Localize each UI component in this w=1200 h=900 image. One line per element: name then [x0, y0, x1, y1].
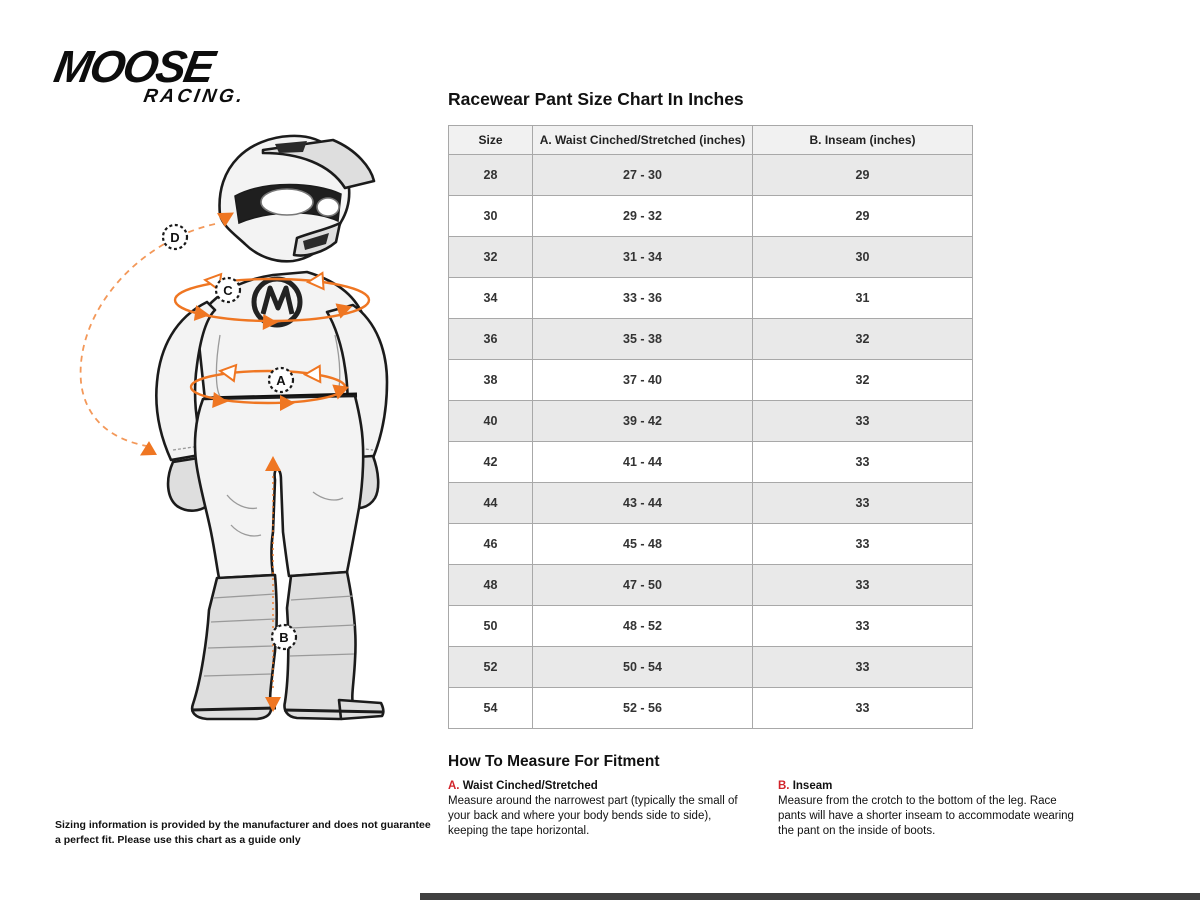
table-cell: 50 [449, 606, 533, 647]
table-cell: 50 - 54 [533, 647, 753, 688]
table-cell: 54 [449, 688, 533, 729]
size-table-container [448, 125, 972, 729]
logo-moose-text: MOOSE [50, 41, 218, 92]
table-row [449, 565, 973, 606]
measure-item-waist [448, 780, 746, 840]
table-header-row [449, 126, 973, 155]
table-cell: 33 [753, 647, 973, 688]
table-cell: 47 - 50 [533, 565, 753, 606]
table-row [449, 278, 973, 319]
table-cell: 43 - 44 [533, 483, 753, 524]
marker-a [269, 368, 293, 392]
table-row [449, 196, 973, 237]
table-cell: 48 [449, 565, 533, 606]
table-cell: 40 [449, 401, 533, 442]
table-cell: 33 - 36 [533, 278, 753, 319]
table-cell: 39 - 42 [533, 401, 753, 442]
sizing-disclaimer: Sizing information is provided by the manufacturer and does not guarantee a perfect fit. Please use this chart as a guide only [55, 819, 431, 846]
table-cell: 27 - 30 [533, 155, 753, 196]
table-row [449, 319, 973, 360]
table-cell: 52 - 56 [533, 688, 753, 729]
moose-racing-logo [50, 41, 247, 108]
table-row [449, 524, 973, 565]
table-cell: 45 - 48 [533, 524, 753, 565]
table-cell: 28 [449, 155, 533, 196]
svg-text:C: C [223, 283, 233, 298]
column-header-waist: A. Waist Cinched/Stretched (inches) [533, 126, 753, 155]
footer-bar [420, 893, 1200, 900]
column-header-size: Size [449, 126, 533, 155]
table-cell: 33 [753, 524, 973, 565]
table-row [449, 401, 973, 442]
table-cell: 48 - 52 [533, 606, 753, 647]
pants-illustration [195, 396, 363, 578]
table-cell: 42 [449, 442, 533, 483]
table-cell: 52 [449, 647, 533, 688]
table-row [449, 237, 973, 278]
marker-d [163, 225, 187, 249]
table-cell: 41 - 44 [533, 442, 753, 483]
table-cell: 36 [449, 319, 533, 360]
table-row [449, 155, 973, 196]
marker-b [272, 625, 296, 649]
table-cell: 44 [449, 483, 533, 524]
measure-label-inseam: Inseam [792, 780, 833, 792]
measure-letter-a: A. [448, 780, 460, 792]
measure-letter-b: B. [778, 780, 790, 792]
page-title: Racewear Pant Size Chart In Inches [448, 89, 744, 109]
table-row [449, 606, 973, 647]
table-cell: 29 [753, 196, 973, 237]
table-cell: 31 [753, 278, 973, 319]
table-cell: 33 [753, 606, 973, 647]
column-header-inseam: B. Inseam (inches) [753, 126, 973, 155]
table-cell: 29 [753, 155, 973, 196]
measure-item-waist-heading [448, 780, 746, 792]
table-cell: 33 [753, 442, 973, 483]
table-row [449, 688, 973, 729]
svg-text:D: D [170, 230, 180, 245]
logo-racing-text: RACING. [142, 86, 247, 107]
measure-text-waist: Measure around the narrowest part (typically the small of your back and where your body bends side to side), keeping the tape horizontal. [448, 795, 738, 838]
table-cell: 33 [753, 401, 973, 442]
table-cell: 32 [449, 237, 533, 278]
table-row [449, 442, 973, 483]
table-cell: 31 - 34 [533, 237, 753, 278]
table-cell: 35 - 38 [533, 319, 753, 360]
svg-text:B: B [279, 630, 289, 645]
marker-c [216, 278, 240, 302]
measure-item-inseam-heading [778, 780, 1086, 792]
helmet-illustration [220, 136, 374, 261]
measure-text-inseam: Measure from the crotch to the bottom of the leg. Race pants will have a shorter inseam to accommodate wearing the pant on the inside of boots. [778, 795, 1074, 838]
table-row [449, 360, 973, 401]
table-cell: 38 [449, 360, 533, 401]
measure-item-inseam [778, 780, 1086, 840]
table-row [449, 647, 973, 688]
table-row [449, 483, 973, 524]
table-cell: 32 [753, 360, 973, 401]
measure-section-title: How To Measure For Fitment [448, 753, 660, 770]
table-cell: 33 [753, 483, 973, 524]
table-cell: 33 [753, 565, 973, 606]
rider-measurement-diagram [35, 120, 445, 750]
table-cell: 34 [449, 278, 533, 319]
measure-label-waist: Waist Cinched/Stretched [462, 780, 598, 792]
svg-text:A: A [276, 373, 286, 388]
size-table [448, 125, 973, 729]
table-cell: 30 [753, 237, 973, 278]
table-cell: 46 [449, 524, 533, 565]
table-cell: 30 [449, 196, 533, 237]
size-table-body [449, 155, 973, 729]
table-cell: 29 - 32 [533, 196, 753, 237]
table-cell: 33 [753, 688, 973, 729]
table-cell: 32 [753, 319, 973, 360]
table-cell: 37 - 40 [533, 360, 753, 401]
